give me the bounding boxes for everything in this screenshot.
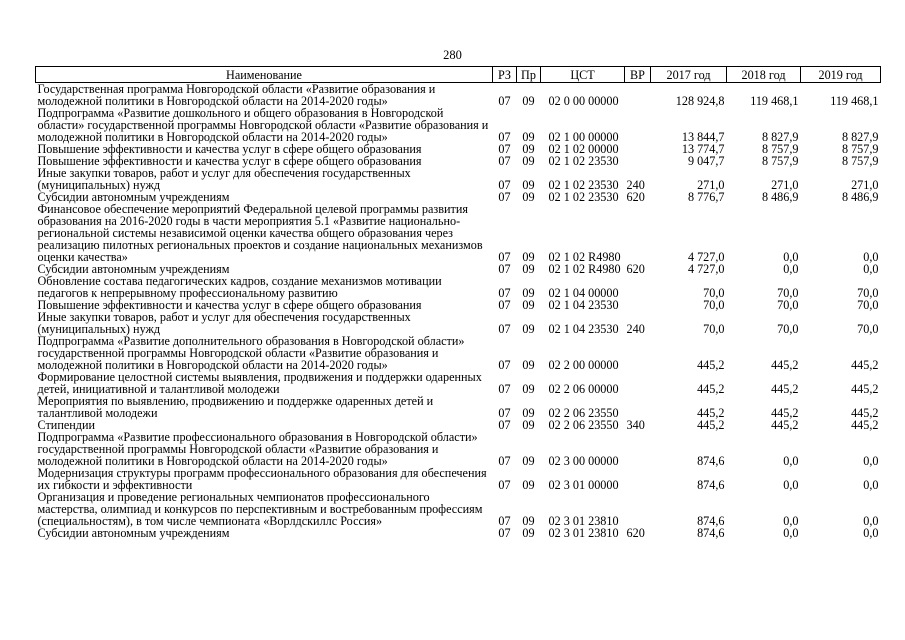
cell-year-2019: 8 486,9 (841, 190, 879, 204)
cell-rz: 07 (498, 178, 511, 192)
cell-cst: 02 1 02 R4980 (548, 250, 621, 264)
header-rz: РЗ (493, 67, 517, 83)
cell-year-2017: 445,2 (697, 358, 725, 372)
cell-year-2019: 0,0 (863, 262, 879, 276)
page-number: 280 (443, 48, 462, 62)
cell-rz: 07 (498, 286, 511, 300)
cell-pr: 09 (522, 454, 535, 468)
cell-vr: 620 (626, 526, 645, 540)
cell-year-2017: 13 774,7 (681, 142, 725, 156)
cell-cst: 02 2 06 23550 (548, 406, 619, 420)
cell-cst: 02 3 00 00000 (548, 454, 619, 468)
cell-rz: 07 (498, 322, 511, 336)
cell-pr: 09 (522, 142, 535, 156)
cell-year-2018: 0,0 (783, 526, 799, 540)
cell-name: Субсидии автономным учреждениям (37, 526, 230, 540)
cell-year-2019: 445,2 (851, 358, 879, 372)
cell-year-2018: 0,0 (783, 478, 799, 492)
cell-year-2019: 0,0 (863, 454, 879, 468)
cell-vr: 240 (626, 178, 645, 192)
cell-name: Субсидии автономным учреждениям (37, 190, 230, 204)
cell-cst: 02 1 02 23530 (548, 178, 619, 192)
cell-year-2019: 8 827,9 (841, 130, 879, 144)
cell-cst: 02 1 02 23530 (548, 154, 619, 168)
cell-pr: 09 (522, 322, 535, 336)
cell-pr: 09 (522, 478, 535, 492)
cell-year-2018: 0,0 (783, 262, 799, 276)
cell-year-2019: 70,0 (857, 286, 879, 300)
table-row (36, 491, 881, 527)
table-row (36, 83, 881, 108)
table-row (36, 203, 881, 263)
cell-cst: 02 3 01 23810 (548, 526, 619, 540)
cell-vr (625, 83, 651, 108)
cell-vr (625, 143, 651, 155)
cell-rz: 07 (498, 262, 511, 276)
table-row (36, 335, 881, 371)
cell-vr (625, 275, 651, 299)
cell-year-2017: 4 727,0 (687, 262, 725, 276)
cell-pr: 09 (522, 130, 535, 144)
cell-cst: 02 2 06 23550 (548, 418, 619, 432)
header-vr: ВР (625, 67, 651, 83)
cell-year-2018: 8 757,9 (761, 142, 799, 156)
cell-cst: 02 1 00 00000 (548, 130, 619, 144)
cell-year-2017: 445,2 (697, 382, 725, 396)
cell-year-2017: 874,6 (697, 454, 725, 468)
cell-rz: 07 (498, 298, 511, 312)
cell-cst: 02 1 04 23530 (548, 298, 619, 312)
cell-name: Финансовое обеспечение мероприятий Федеральной целевой программы развития образования на 2016-2020 годы в части мероприятия 5.1 «Развитие национально-региональной системы независимой оценки качества общего образования через реализацию пилотных региональных проектов и создание национальных механизмов оценки качества» (37, 202, 483, 264)
cell-year-2017: 874,6 (697, 478, 725, 492)
cell-year-2019: 119 468,1 (830, 94, 879, 108)
cell-pr: 09 (522, 262, 535, 276)
budget-table (35, 66, 881, 539)
cell-year-2019: 8 757,9 (841, 154, 879, 168)
cell-name: Повышение эффективности и качества услуг в сфере общего образования (37, 142, 422, 156)
cell-rz: 07 (498, 94, 511, 108)
cell-vr: 620 (626, 190, 645, 204)
cell-name: Иные закупки товаров, работ и услуг для обеспечения государственных (муниципальных) нужд (37, 166, 411, 192)
cell-year-2019: 0,0 (863, 478, 879, 492)
cell-rz: 07 (498, 250, 511, 264)
cell-cst: 02 2 06 00000 (548, 382, 619, 396)
cell-year-2018: 445,2 (771, 418, 799, 432)
cell-year-2018: 445,2 (771, 406, 799, 420)
cell-pr: 09 (522, 298, 535, 312)
cell-name: Повышение эффективности и качества услуг в сфере общего образования (37, 154, 422, 168)
cell-pr: 09 (522, 190, 535, 204)
cell-vr (625, 203, 651, 263)
cell-cst: 02 1 04 23530 (548, 322, 619, 336)
cell-vr (625, 107, 651, 143)
cell-year-2017: 445,2 (697, 406, 725, 420)
cell-name: Государственная программа Новгородской области «Развитие образования и молодежной политики в Новгородской области на 2014-2020 годы» (37, 82, 436, 108)
cell-name: Обновление состава педагогических кадров, создание механизмов мотивации педагогов к непрерывному профессиональному развитию (37, 274, 442, 300)
cell-vr (625, 299, 651, 311)
cell-name: Формирование целостной системы выявления, продвижения и поддержки одаренных детей, инициативной и талантливой молодежи (37, 370, 482, 396)
table-row (36, 107, 881, 143)
cell-cst: 02 1 02 00000 (548, 142, 619, 156)
cell-rz: 07 (498, 190, 511, 204)
cell-vr (625, 395, 651, 419)
cell-rz: 07 (498, 406, 511, 420)
cell-vr (625, 431, 651, 467)
cell-pr: 09 (522, 358, 535, 372)
cell-year-2019: 70,0 (857, 298, 879, 312)
cell-year-2017: 13 844,7 (681, 130, 725, 144)
header-year-2018: 2018 год (727, 67, 801, 83)
cell-vr (625, 467, 651, 491)
cell-vr (625, 371, 651, 395)
cell-year-2018: 8 757,9 (761, 154, 799, 168)
cell-rz: 07 (498, 418, 511, 432)
cell-vr: 340 (626, 418, 645, 432)
cell-name: Повышение эффективности и качества услуг в сфере общего образования (37, 298, 422, 312)
cell-year-2017: 8 776,7 (687, 190, 725, 204)
cell-year-2019: 8 757,9 (841, 142, 879, 156)
cell-pr: 09 (522, 154, 535, 168)
cell-year-2017: 70,0 (703, 298, 725, 312)
cell-rz: 07 (498, 130, 511, 144)
cell-year-2018: 70,0 (777, 286, 799, 300)
cell-pr: 09 (522, 382, 535, 396)
table-row (36, 395, 881, 419)
cell-year-2019: 0,0 (863, 514, 879, 528)
cell-name: Организация и проведение региональных чемпионатов профессионального мастерства, олимпиад и конкурсов по перспективным и востребованным профессиям (специальностям), в том числе чемпионата «Ворлдскиллс Россия» (37, 490, 483, 528)
cell-year-2019: 0,0 (863, 526, 879, 540)
cell-year-2019: 445,2 (851, 418, 879, 432)
cell-cst: 02 3 01 23810 (548, 514, 619, 528)
header-pr: Пр (517, 67, 541, 83)
cell-year-2017: 9 047,7 (687, 154, 725, 168)
cell-rz: 07 (498, 142, 511, 156)
cell-vr (625, 491, 651, 527)
cell-year-2018: 119 468,1 (750, 94, 799, 108)
cell-pr: 09 (522, 418, 535, 432)
cell-pr: 09 (522, 94, 535, 108)
cell-year-2018: 8 827,9 (761, 130, 799, 144)
cell-year-2019: 445,2 (851, 406, 879, 420)
table-row (36, 467, 881, 491)
cell-name: Подпрограмма «Развитие дошкольного и общего образования в Новгородской области» государственной программы Новгородской области «Развитие образования и молодежной политики в Новгородской области на 2014-2020 годы» (37, 106, 489, 144)
cell-rz: 07 (498, 514, 511, 528)
table-row (36, 371, 881, 395)
cell-year-2018: 8 486,9 (761, 190, 799, 204)
cell-rz: 07 (498, 154, 511, 168)
cell-pr: 09 (522, 526, 535, 540)
cell-cst: 02 2 00 00000 (548, 358, 619, 372)
cell-year-2019: 0,0 (863, 250, 879, 264)
cell-year-2018: 445,2 (771, 382, 799, 396)
cell-vr (625, 155, 651, 167)
cell-pr: 09 (522, 286, 535, 300)
table-row (36, 431, 881, 467)
cell-name: Мероприятия по выявлению, продвижению и поддержке одаренных детей и талантливой молодежи (37, 394, 434, 420)
table-header-row (36, 67, 881, 83)
cell-year-2018: 271,0 (771, 178, 799, 192)
cell-year-2018: 70,0 (777, 298, 799, 312)
cell-year-2017: 70,0 (703, 322, 725, 336)
cell-cst: 02 1 02 23530 (548, 190, 619, 204)
cell-pr: 09 (522, 178, 535, 192)
cell-year-2017: 874,6 (697, 514, 725, 528)
cell-rz: 07 (498, 454, 511, 468)
cell-rz: 07 (498, 478, 511, 492)
cell-cst: 02 1 04 00000 (548, 286, 619, 300)
cell-pr: 09 (522, 406, 535, 420)
header-cst: ЦСТ (541, 67, 625, 83)
header-year-2017: 2017 год (651, 67, 727, 83)
cell-year-2017: 70,0 (703, 286, 725, 300)
cell-year-2018: 0,0 (783, 250, 799, 264)
cell-cst: 02 0 00 00000 (548, 94, 619, 108)
table-row (36, 275, 881, 299)
cell-year-2018: 445,2 (771, 358, 799, 372)
cell-year-2019: 70,0 (857, 322, 879, 336)
cell-year-2018: 0,0 (783, 514, 799, 528)
table-row (36, 527, 881, 539)
header-year-2019: 2019 год (801, 67, 881, 83)
cell-pr: 09 (522, 514, 535, 528)
cell-cst: 02 1 02 R4980 (548, 262, 621, 276)
cell-name: Модернизация структуры программ профессионального образования для обеспечения их гибкости и эффективности (37, 466, 487, 492)
cell-pr: 09 (522, 250, 535, 264)
cell-year-2019: 445,2 (851, 382, 879, 396)
table-row (36, 311, 881, 335)
cell-name: Стипендии (37, 418, 96, 432)
cell-name: Подпрограмма «Развитие дополнительного образования в Новгородской области» государственной программы Новгородской области «Развитие образования и молодежной политики в Новгородской области на 2014-2020 годы» (37, 334, 465, 372)
cell-name: Подпрограмма «Развитие профессионального образования в Новгородской области» государственной программы Новгородской области «Развитие образования и молодежной политики в Новгородской области на 2014-2020 годы» (37, 430, 478, 468)
cell-year-2017: 4 727,0 (687, 250, 725, 264)
cell-rz: 07 (498, 382, 511, 396)
cell-year-2018: 0,0 (783, 454, 799, 468)
cell-year-2018: 70,0 (777, 322, 799, 336)
cell-cst: 02 3 01 00000 (548, 478, 619, 492)
cell-name: Иные закупки товаров, работ и услуг для обеспечения государственных (муниципальных) нужд (37, 310, 411, 336)
cell-name: Субсидии автономным учреждениям (37, 262, 230, 276)
cell-year-2017: 445,2 (697, 418, 725, 432)
cell-year-2017: 128 924,8 (675, 94, 725, 108)
header-name: Наименование (36, 67, 493, 83)
cell-rz: 07 (498, 358, 511, 372)
cell-year-2017: 874,6 (697, 526, 725, 540)
table-row (36, 167, 881, 191)
cell-year-2017: 271,0 (697, 178, 725, 192)
cell-vr (625, 335, 651, 371)
cell-rz: 07 (498, 526, 511, 540)
cell-year-2019: 271,0 (851, 178, 879, 192)
cell-vr: 620 (626, 262, 645, 276)
cell-vr: 240 (626, 322, 645, 336)
table-body (36, 83, 881, 540)
